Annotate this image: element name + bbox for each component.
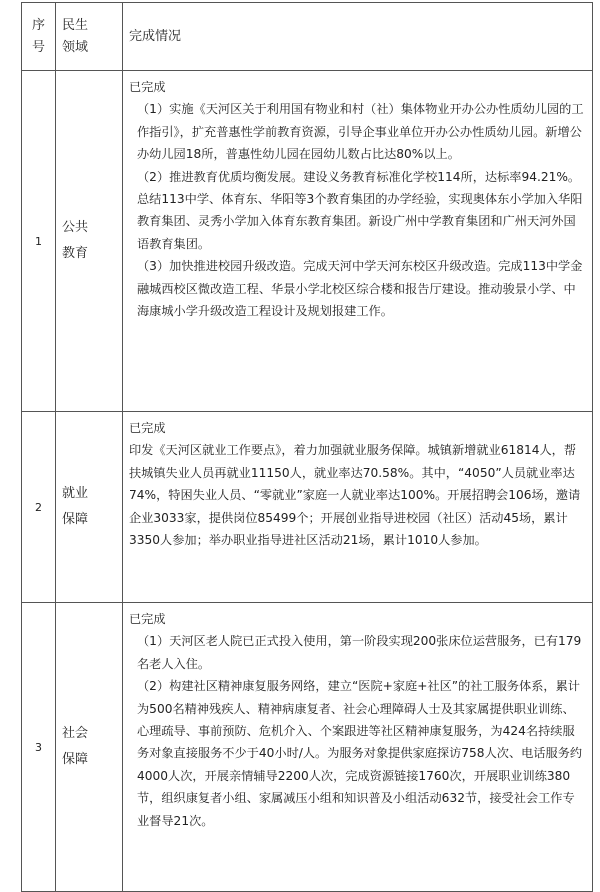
row-index: 3 — [22, 603, 56, 892]
table-row — [22, 603, 593, 892]
row-paragraph: （1）天河区老人院已正式投入使用，第一阶段实现200张床位运营服务，已有179名老人入住。 — [137, 634, 582, 671]
row-index: 1 — [22, 71, 56, 412]
row-detail — [123, 412, 593, 603]
header-index-cell — [22, 3, 56, 71]
row-area-line-2: 保障 — [62, 752, 89, 767]
header-area-line-2: 领域 — [62, 39, 89, 55]
table-row — [22, 71, 593, 412]
row-status: 已完成 — [129, 421, 166, 435]
livelihood-report-table — [21, 2, 593, 892]
header-area-cell — [56, 3, 123, 71]
table-row — [22, 412, 593, 603]
header-index-line-2: 号 — [31, 39, 45, 55]
row-area-line-2: 教育 — [62, 246, 89, 261]
row-paragraph: （3）加快推进校园升级改造。完成天河中学天河东校区升级改造。完成113中学金融城西校区微改造工程、华景小学北校区综合楼和报告厅建设。推动骏景小学、中海康城小学升级改造工程设计及规划报建工作。 — [137, 259, 583, 319]
row-paragraph: （2）构建社区精神康复服务网络，建立“医院+家庭+社区”的社工服务体系，累计为500名精神残疾人、精神病康复者、社会心理障碍人士及其家属提供职业训练、心理疏导、事前预防、危机介入、个案跟进等社区精神康复服务，为424名持续服务对象直接服务不少于40小时/人。为服务对象提供家庭探访758人次、电话服务约4000人次，开展亲情辅导2200人次，完成资源链接1760次，开展职业训练380节，组织康复者小组、家属减压小组和知识普及小组活动632节，接受社会工作专业督导21次。 — [137, 679, 583, 828]
row-paragraph: 印发《天河区就业工作要点》，着力加强就业服务保障。城镇新增就业61814人，帮扶城镇失业人员再就业11150人，就业率达70.58%。其中，“4050”人员就业率达74%，特困失业人员、“零就业”家庭一人就业率达100%。开展招聘会106场，邀请企业3033家，提供岗位85499个；开展创业指导进校园（社区）活动45场，累计3350人参加；举办职业指导进社区活动21场，累计1010人参加。 — [129, 443, 581, 548]
row-paragraph: （1）实施《天河区关于利用国有物业和村（社）集体物业开办公办性质幼儿园的工作指引》，扩充普惠性学前教育资源，引导企事业单位开办公办性质幼儿园。新增公办幼儿园18所，普惠性幼儿园在园幼儿数占比达80%以上。 — [137, 102, 584, 162]
row-status: 已完成 — [129, 80, 166, 94]
row-detail — [123, 603, 593, 892]
table-header-row — [22, 3, 593, 71]
row-area-line-2: 保障 — [62, 512, 89, 527]
row-area-line-1: 就业 — [62, 486, 89, 501]
row-area-line-1: 公共 — [62, 220, 89, 235]
row-detail — [123, 71, 593, 412]
row-area — [56, 71, 123, 412]
header-detail-cell: 完成情况 — [123, 3, 593, 71]
row-area-line-1: 社会 — [62, 726, 89, 741]
row-status: 已完成 — [129, 612, 166, 626]
row-area — [56, 603, 123, 892]
row-paragraph: （2）推进教育优质均衡发展。建设义务教育标准化学校114所，达标率94.21%。总结113中学、体育东、华阳等3个教育集团的办学经验，实现奥体东小学加入华阳教育集团、灵秀小学加入体育东教育集团。新设广州中学教育集团和广州天河外国语教育集团。 — [137, 169, 583, 251]
header-index-line-1: 序 — [31, 17, 45, 33]
header-area-line-1: 民生 — [62, 17, 89, 33]
row-index: 2 — [22, 412, 56, 603]
row-area — [56, 412, 123, 603]
